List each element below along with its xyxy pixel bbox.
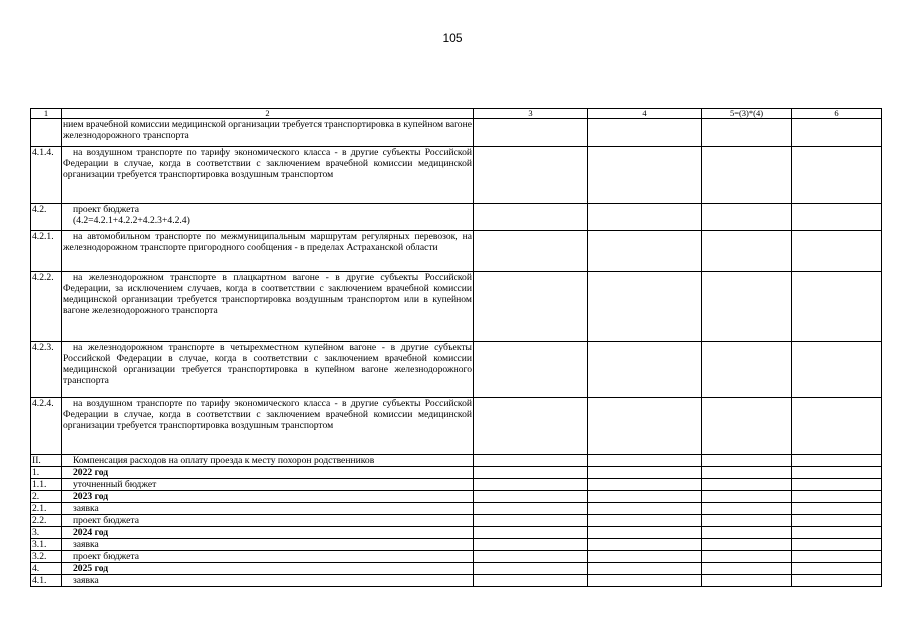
value-cell xyxy=(702,539,792,551)
row-text-formula: (4.2=4.2.1+4.2.2+4.2.3+4.2.4) xyxy=(73,215,190,227)
value-cell xyxy=(792,272,882,342)
value-cell xyxy=(702,342,792,398)
row-number: 1.1. xyxy=(31,479,62,491)
value-cell xyxy=(474,231,588,272)
value-cell xyxy=(474,491,588,503)
year-heading: 2023 год xyxy=(62,491,474,503)
value-cell xyxy=(588,147,702,204)
value-cell xyxy=(792,503,882,515)
value-cell xyxy=(474,503,588,515)
budget-table xyxy=(30,108,882,587)
value-cell xyxy=(702,467,792,479)
value-cell xyxy=(702,272,792,342)
value-cell xyxy=(588,272,702,342)
table-row xyxy=(31,539,882,551)
table-row xyxy=(31,147,882,204)
header-cell: 4 xyxy=(588,109,702,119)
row-number: 2.2. xyxy=(31,515,62,527)
value-cell xyxy=(474,342,588,398)
row-number: 4.2.4. xyxy=(31,398,62,455)
value-cell xyxy=(702,515,792,527)
value-cell xyxy=(474,575,588,587)
row-number: 4.2.1. xyxy=(31,231,62,272)
value-cell xyxy=(588,503,702,515)
value-cell xyxy=(588,575,702,587)
value-cell xyxy=(702,398,792,455)
value-cell xyxy=(702,119,792,147)
value-cell xyxy=(474,147,588,204)
value-cell xyxy=(702,491,792,503)
table-row xyxy=(31,527,882,539)
value-cell xyxy=(702,503,792,515)
year-heading: 2022 год xyxy=(62,467,474,479)
row-number xyxy=(31,119,62,147)
value-cell xyxy=(588,231,702,272)
value-cell xyxy=(792,204,882,231)
value-cell xyxy=(792,231,882,272)
row-number: 2.1. xyxy=(31,503,62,515)
table-row xyxy=(31,455,882,467)
value-cell xyxy=(792,342,882,398)
row-text: заявка xyxy=(62,503,474,515)
table-row xyxy=(31,479,882,491)
row-text: заявка xyxy=(62,539,474,551)
value-cell xyxy=(588,539,702,551)
row-number: 4.2.2. xyxy=(31,272,62,342)
value-cell xyxy=(702,204,792,231)
row-number: 2. xyxy=(31,491,62,503)
row-number: 1. xyxy=(31,467,62,479)
value-cell xyxy=(702,147,792,204)
value-cell xyxy=(474,455,588,467)
value-cell xyxy=(792,491,882,503)
row-text-line: проект бюджета xyxy=(73,204,139,215)
table-row xyxy=(31,515,882,527)
header-cell: 5=(3)*(4) xyxy=(702,109,792,119)
row-text: нием врачебной комиссии медицинской организации требуется транспортировка в купейном вагоне железнодорожного транспорта xyxy=(62,119,474,147)
value-cell xyxy=(792,551,882,563)
value-cell xyxy=(588,515,702,527)
row-text: проект бюджета xyxy=(62,515,474,527)
table-row xyxy=(31,342,882,398)
row-text: уточненный бюджет xyxy=(62,479,474,491)
header-cell: 3 xyxy=(474,109,588,119)
value-cell xyxy=(474,119,588,147)
value-cell xyxy=(474,479,588,491)
table-row xyxy=(31,491,882,503)
value-cell xyxy=(588,119,702,147)
value-cell xyxy=(702,231,792,272)
table-row xyxy=(31,231,882,272)
table-row xyxy=(31,119,882,147)
value-cell xyxy=(792,398,882,455)
table-row xyxy=(31,204,882,231)
row-text: на воздушном транспорте по тарифу экономического класса - в другие субъекты Российской Федерации в случае, когда в соответствии с заключением врачебной комиссии медицинской организации требуется транспортировка воздушным транспортом xyxy=(62,147,474,204)
page-number: 105 xyxy=(442,31,463,45)
row-number: 3.2. xyxy=(31,551,62,563)
row-number: 3. xyxy=(31,527,62,539)
row-text xyxy=(62,204,474,231)
value-cell xyxy=(588,455,702,467)
value-cell xyxy=(702,563,792,575)
value-cell xyxy=(702,479,792,491)
value-cell xyxy=(474,539,588,551)
table-row xyxy=(31,563,882,575)
table-row xyxy=(31,575,882,587)
year-heading: 2024 год xyxy=(62,527,474,539)
header-cell: 1 xyxy=(31,109,62,119)
value-cell xyxy=(702,455,792,467)
value-cell xyxy=(474,467,588,479)
table-row xyxy=(31,467,882,479)
value-cell xyxy=(702,527,792,539)
value-cell xyxy=(588,563,702,575)
value-cell xyxy=(702,575,792,587)
row-number: 4.2.3. xyxy=(31,342,62,398)
value-cell xyxy=(474,563,588,575)
section-heading: Компенсация расходов на оплату проезда к месту похорон родственников xyxy=(62,455,474,467)
value-cell xyxy=(792,479,882,491)
value-cell xyxy=(588,398,702,455)
row-number: 4. xyxy=(31,563,62,575)
value-cell xyxy=(792,563,882,575)
row-text: на железнодорожном транспорте в четырехместном купейном вагоне - в другие субъекты Российской Федерации в случае, когда в соответствии с заключением врачебной комиссии медицинской организации требуется транспортировка в купейном вагоне железнодорожного транспорта xyxy=(62,342,474,398)
row-number: 4.1. xyxy=(31,575,62,587)
table-row xyxy=(31,503,882,515)
value-cell xyxy=(474,398,588,455)
value-cell xyxy=(792,527,882,539)
row-number: 3.1. xyxy=(31,539,62,551)
value-cell xyxy=(474,515,588,527)
value-cell xyxy=(474,527,588,539)
value-cell xyxy=(588,491,702,503)
value-cell xyxy=(588,479,702,491)
value-cell xyxy=(792,467,882,479)
row-number: 4.2. xyxy=(31,204,62,231)
value-cell xyxy=(588,527,702,539)
value-cell xyxy=(792,515,882,527)
value-cell xyxy=(474,272,588,342)
row-text: на воздушном транспорте по тарифу экономического класса - в другие субъекты Российской Федерации в случае, когда в соответствии с заключением врачебной комиссии медицинской организации требуется транспортировка воздушным транспортом xyxy=(62,398,474,455)
value-cell xyxy=(474,204,588,231)
table-row xyxy=(31,551,882,563)
value-cell xyxy=(792,119,882,147)
value-cell xyxy=(588,467,702,479)
table-header-row xyxy=(31,109,882,119)
value-cell xyxy=(588,204,702,231)
row-text: заявка xyxy=(62,575,474,587)
value-cell xyxy=(792,539,882,551)
year-heading: 2025 год xyxy=(62,563,474,575)
value-cell xyxy=(588,551,702,563)
value-cell xyxy=(792,455,882,467)
row-text: на железнодорожном транспорте в плацкартном вагоне - в другие субъекты Российской Федерации, за исключением случаев, когда в соответствии с заключением врачебной комиссии медицинской организации требуется транспортировка воздушным транспортом или в купейном вагоне железнодорожного транспорта xyxy=(62,272,474,342)
value-cell xyxy=(702,551,792,563)
value-cell xyxy=(792,147,882,204)
table-row xyxy=(31,398,882,455)
header-cell: 2 xyxy=(62,109,474,119)
table-row xyxy=(31,272,882,342)
row-number: 4.1.4. xyxy=(31,147,62,204)
row-text: на автомобильном транспорте по межмуниципальным маршрутам регулярных перевозок, на железнодорожном транспорте пригородного сообщения - в пределах Астраханской области xyxy=(62,231,474,272)
value-cell xyxy=(474,551,588,563)
value-cell xyxy=(792,575,882,587)
row-text: проект бюджета xyxy=(62,551,474,563)
row-number: II. xyxy=(31,455,62,467)
header-cell: 6 xyxy=(792,109,882,119)
value-cell xyxy=(588,342,702,398)
